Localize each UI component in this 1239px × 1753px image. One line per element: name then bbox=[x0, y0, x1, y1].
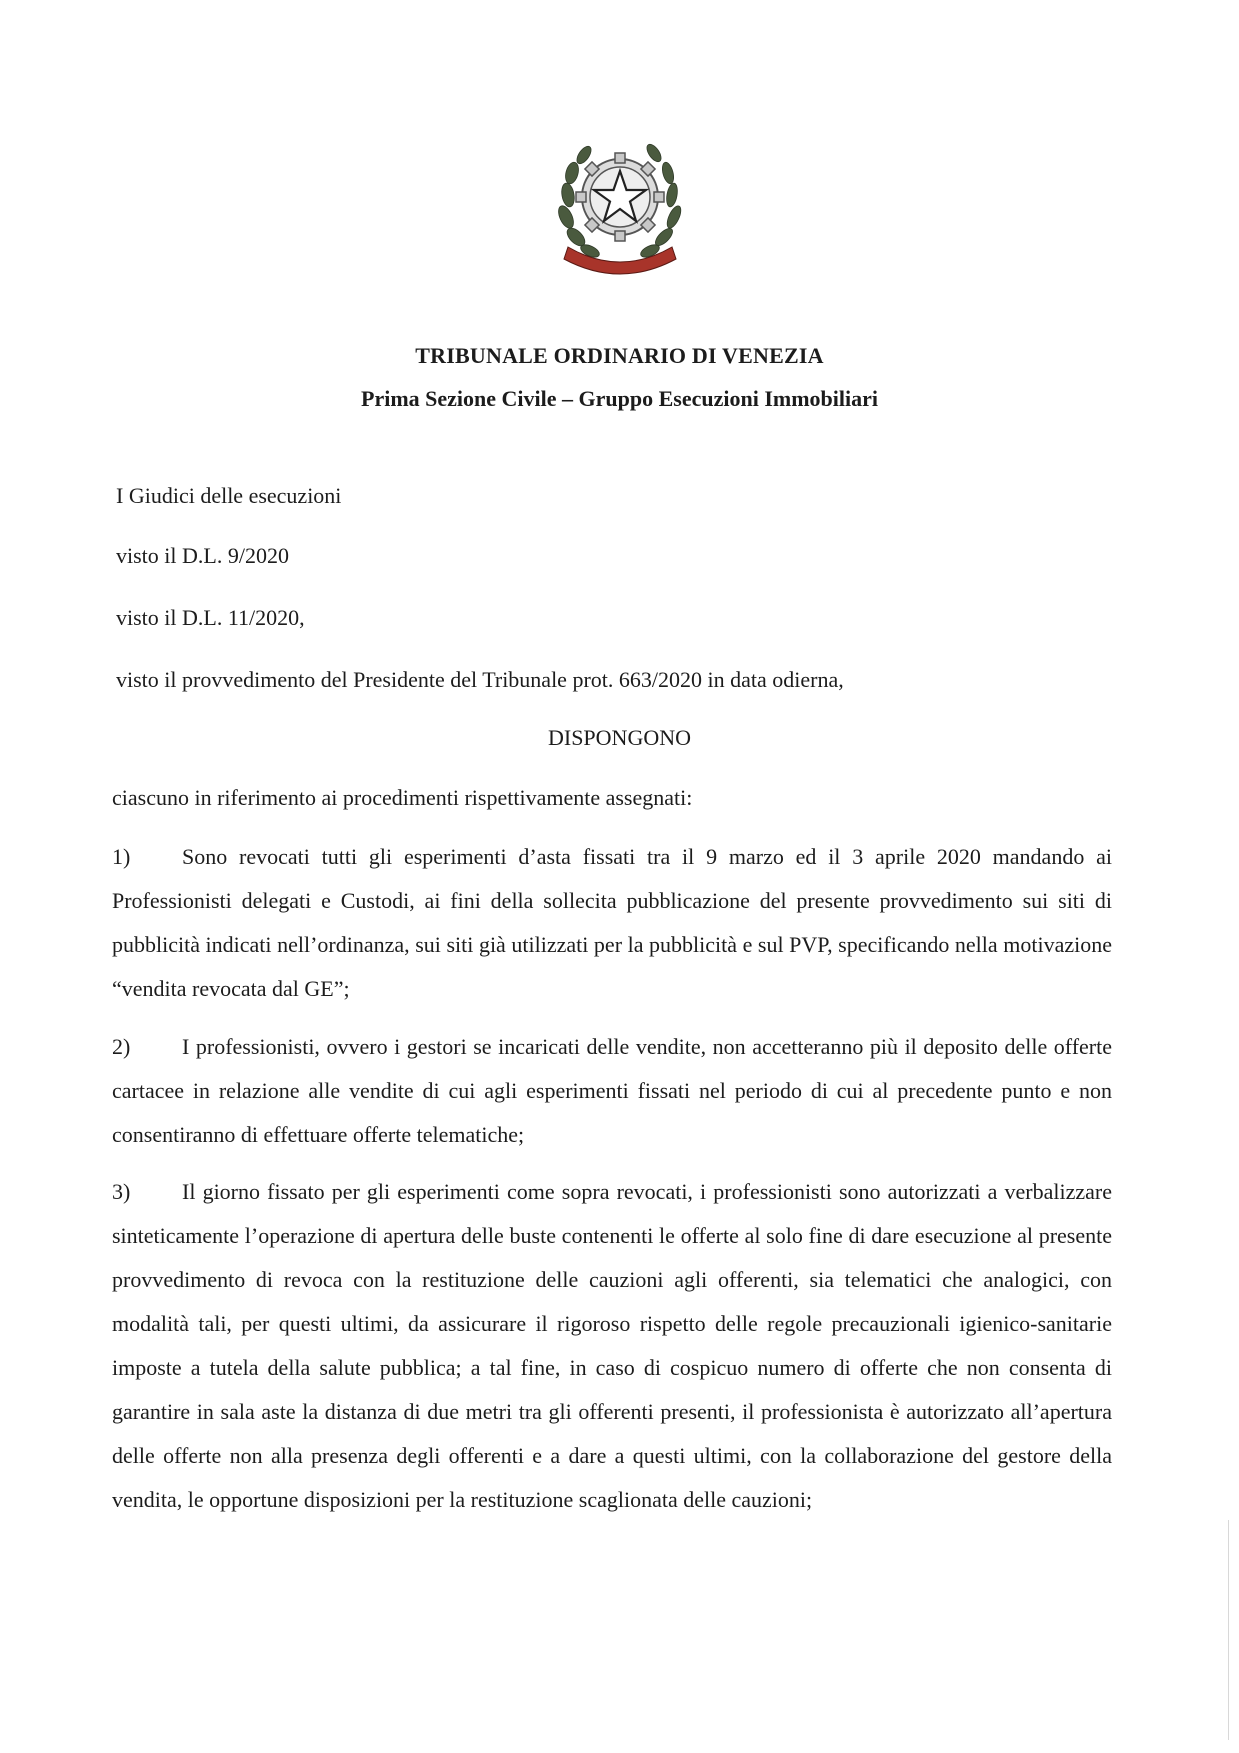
dispongono-heading: DISPONGONO bbox=[547, 725, 691, 750]
visto-line-1: visto il D.L. 9/2020 bbox=[116, 543, 289, 568]
item-number: 3) bbox=[112, 1179, 131, 1204]
item-3 bbox=[112, 1170, 1112, 1522]
item-text: I professionisti, ovvero i gestori se incaricati delle vendite, non accetteranno più il deposito delle offerte cartacee in relazione alle vendite di cui agli esperimenti fissati nel periodo di cui al precedente punto e non consentiranno di effettuare offerte telematiche; bbox=[112, 1034, 1112, 1147]
italian-republic-emblem-icon bbox=[554, 135, 686, 277]
court-title: TRIBUNALE ORDINARIO DI VENEZIA bbox=[415, 343, 824, 368]
visto-line-2: visto il D.L. 11/2020, bbox=[116, 605, 305, 630]
judges-line: I Giudici delle esecuzioni bbox=[116, 483, 342, 508]
item-1 bbox=[112, 835, 1112, 1011]
visto-line-3: visto il provvedimento del Presidente del Tribunale prot. 663/2020 in data odierna, bbox=[116, 667, 844, 692]
section-title: Prima Sezione Civile – Gruppo Esecuzioni Immobiliari bbox=[361, 386, 878, 411]
item-text: Sono revocati tutti gli esperimenti d’asta fissati tra il 9 marzo ed il 3 aprile 2020 mandando ai Professionisti delegati e Custodi, ai fini della sollecita pubblicazione del presente provvedimento sui siti di pubblicità indicati nell’ordinanza, sui siti già utilizzati per la pubblicità e sul PVP, specificando nella motivazione “vendita revocata dal GE”; bbox=[112, 844, 1112, 1001]
item-text: Il giorno fissato per gli esperimenti come sopra revocati, i professionisti sono autorizzati a verbalizzare sinteticamente l’operazione di apertura delle buste contenenti le offerte al solo fine di dare esecuzione al presente provvedimento di revoca con la restituzione delle cauzioni agli offerenti, sia telematici che analogici, con modalità tali, per questi ultimi, da assicurare il rigoroso rispetto delle regole precauzionali igienico-sanitarie imposte a tutela della salute pubblica; a tal fine, in caso di cospicuo numero di offerte che non consenta di garantire in sala aste la distanza di due metri tra gli offerenti presenti, il professionista è autorizzato all’apertura delle offerte non alla presenza degli offerenti e a dare a questi ultimi, con la collaborazione del gestore della vendita, le opportune disposizioni per la restituzione scaglionata delle cauzioni; bbox=[112, 1179, 1112, 1512]
scan-edge bbox=[1228, 1520, 1229, 1740]
item-number: 1) bbox=[112, 844, 131, 869]
item-2 bbox=[112, 1025, 1112, 1157]
intro-line: ciascuno in riferimento ai procedimenti rispettivamente assegnati: bbox=[112, 785, 693, 810]
item-number: 2) bbox=[112, 1034, 131, 1059]
